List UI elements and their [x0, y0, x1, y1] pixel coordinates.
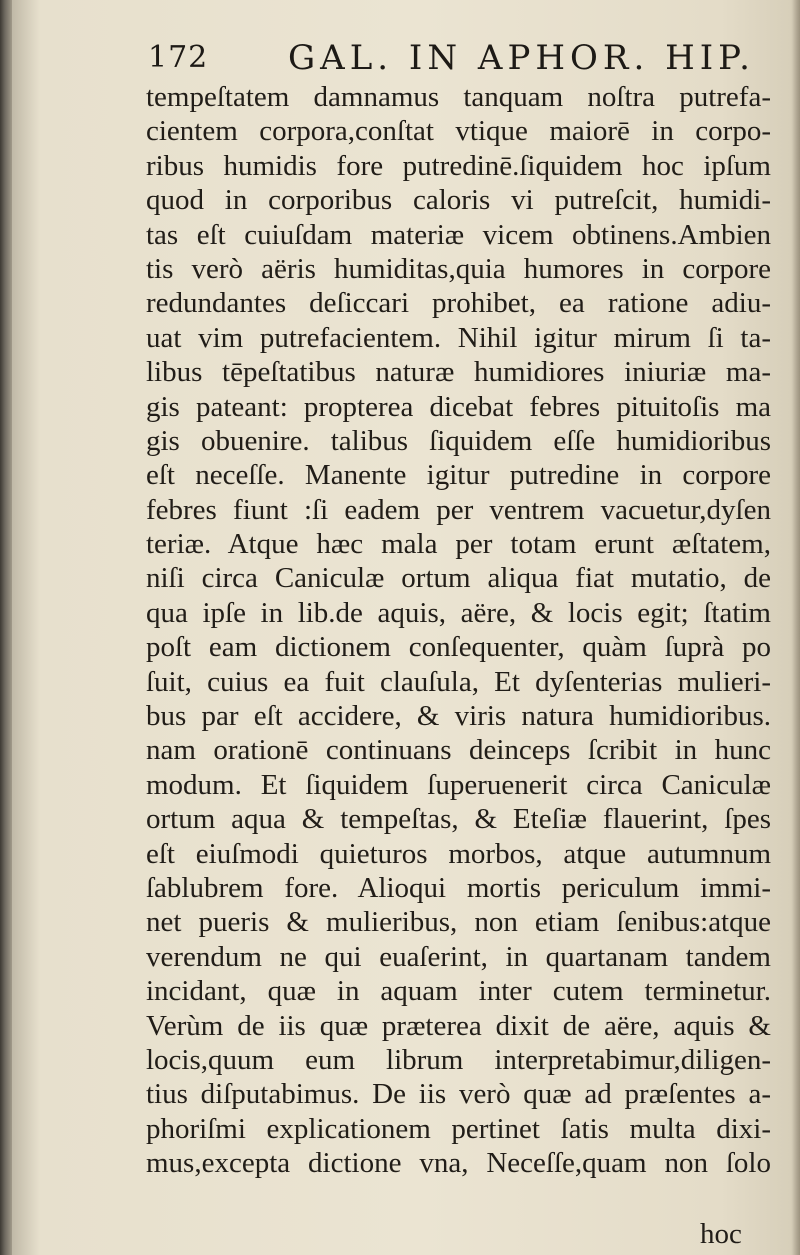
- page-header: [148, 34, 768, 80]
- text-line: modum. Et ſiquidem ſuperuenerit circa Caniculæ: [146, 768, 771, 801]
- text-line: quod in corporibus caloris vi putreſcit, humidi-: [146, 184, 771, 217]
- page-edge: [792, 0, 800, 1255]
- text-line: niſi circa Caniculæ ortum aliqua fiat mutatio, de: [146, 562, 771, 595]
- text-line: bus par eſt accidere, & viris natura humidioribus.: [146, 700, 771, 733]
- text-line: eſt eiuſmodi quieturos morbos, atque autumnum: [146, 837, 771, 870]
- text-line: ortum aqua & tempeſtas, & Eteſiæ flauerint, ſpes: [146, 803, 771, 836]
- text-line: incidant, quæ in aquam inter cutem terminetur.: [146, 975, 771, 1008]
- book-gutter: [0, 0, 12, 1255]
- text-line: cientem corpora,conſtat vtique maiorē in corpo-: [146, 115, 771, 148]
- text-line: Verùm de iis quæ præterea dixit de aëre, aquis &: [146, 1009, 771, 1042]
- text-line: tius diſputabimus. De iis verò quæ ad præſentes a-: [146, 1078, 771, 1111]
- text-line: ribus humidis fore putredinē.ſiquidem hoc ipſum: [146, 149, 771, 182]
- text-line: gis obuenire. talibus ſiquidem eſſe humidioribus: [146, 424, 771, 457]
- text-line: qua ipſe in lib.de aquis, aëre, & locis egit; ſtatim: [146, 596, 771, 629]
- text-line: tas eſt cuiuſdam materiæ vicem obtinens.Ambien: [146, 218, 771, 251]
- catchword: hoc: [700, 1218, 742, 1250]
- text-line: tis verò aëris humiditas,quia humores in corpore: [146, 252, 771, 285]
- text-line: poſt eam dictionem conſequenter, quàm ſuprà po: [146, 631, 771, 664]
- text-line: phoriſmi explicationem pertinet ſatis multa dixi-: [146, 1112, 771, 1145]
- text-line: nam orationē continuans deinceps ſcribit in hunc: [146, 734, 771, 767]
- text-line: net pueris & mulieribus, non etiam ſenibus:atque: [146, 906, 771, 939]
- page-number: 172: [148, 40, 209, 75]
- text-line: locis,quum eum librum interpretabimur,diligen-: [146, 1043, 771, 1076]
- text-line: teriæ. Atque hæc mala per totam erunt æſtatem,: [146, 528, 771, 561]
- running-head: GAL. IN APHOR. HIP.: [288, 38, 755, 78]
- text-line: tempeſtatem damnamus tanquam noſtra putrefa-: [146, 81, 771, 113]
- text-line: ſuit, cuius ea fuit clauſula, Et dyſenterias mulieri-: [146, 665, 771, 698]
- text-line: libus tēpeſtatibus naturæ humidiores iniuriæ ma-: [146, 356, 771, 389]
- text-line: redundantes deſiccari prohibet, ea ratione adiu-: [146, 287, 771, 320]
- text-line: ſablubrem fore. Alioqui mortis periculum immi-: [146, 871, 771, 904]
- text-line: verendum ne qui euaſerint, in quartanam tandem: [146, 940, 771, 973]
- body-text: [146, 80, 771, 1181]
- text-line: eſt neceſſe. Manente igitur putredine in corpore: [146, 459, 771, 492]
- text-line: mus,excepta dictione vna, Neceſſe,quam non ſolo: [146, 1147, 771, 1180]
- text-line: gis pateant: propterea dicebat febres pituitoſis ma: [146, 390, 771, 423]
- text-line: uat vim putrefacientem. Nihil igitur mirum ſi ta-: [146, 321, 771, 354]
- text-line: febres fiunt :ſi eadem per ventrem vacuetur,dyſen: [146, 493, 771, 526]
